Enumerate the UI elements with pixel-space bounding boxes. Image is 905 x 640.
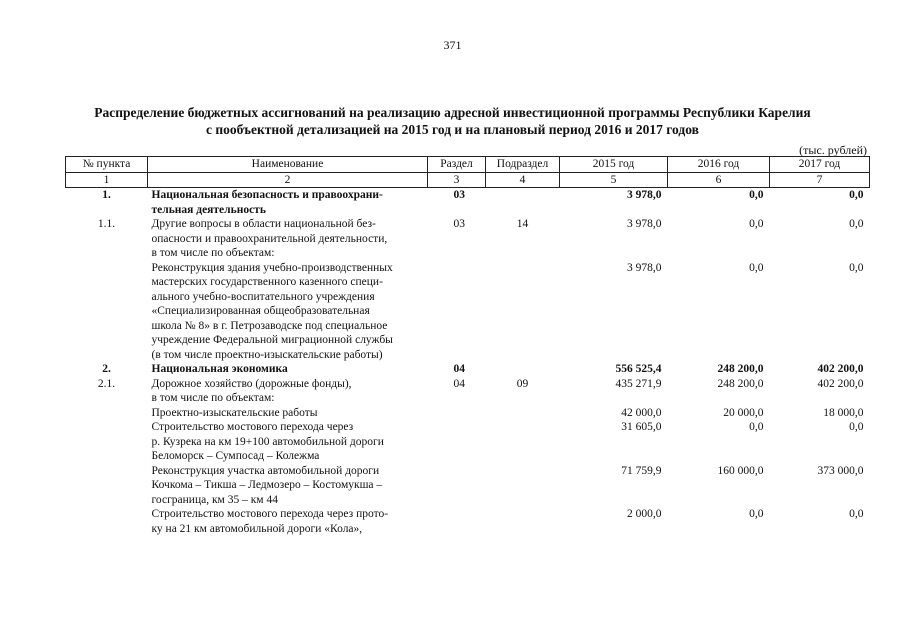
item-number-cell (66, 464, 148, 508)
title-line-2: с пообъектной детализацией на 2015 год и на плановый период 2016 и 2017 годов (206, 122, 699, 137)
item-name-cell: Дорожное хозяйство (дорожные фонды), в том числе по объектам: (151, 377, 352, 404)
subsection-cell (486, 188, 560, 218)
amount-2017-cell: 0,0 (849, 421, 864, 433)
section-cell: 04 (453, 363, 465, 375)
header-2016: 2016 год (668, 157, 770, 173)
amount-2015-cell: 2 000,0 (627, 508, 662, 520)
subsection-cell: 09 (516, 377, 529, 390)
section-cell (428, 406, 486, 421)
item-number-cell (66, 420, 148, 464)
amount-2015-cell: 31 605,0 (621, 421, 662, 433)
budget-table (65, 156, 870, 536)
header-section: Раздел (428, 157, 486, 173)
amount-2016-cell: 0,0 (749, 508, 764, 520)
header-2015: 2015 год (560, 157, 668, 173)
item-name-cell: Строительство мостового перехода через р. Кузрека на км 19+100 автомобильной дороги Беломорск – Сумпосад – Колежма (151, 421, 384, 462)
amount-2016-cell: 0,0 (749, 261, 764, 274)
amount-2016-cell: 0,0 (749, 421, 764, 433)
amount-2017-cell: 0,0 (849, 218, 864, 230)
header-col-number: 3 (428, 172, 486, 188)
table-row (66, 362, 870, 377)
item-number-cell: 2. (102, 363, 111, 375)
item-number-cell: 1.1. (97, 218, 116, 230)
amount-2015-cell: 556 525,4 (615, 363, 662, 375)
table-row (66, 420, 870, 464)
header-row (66, 157, 870, 173)
header-2017: 2017 год (770, 157, 870, 173)
subsection-cell (486, 420, 560, 464)
amount-2017-cell: 402 200,0 (817, 363, 864, 375)
title-line-1: Распределение бюджетных ассигнований на реализацию адресной инвестиционной программы Республики Карелия (94, 105, 811, 120)
subsection-cell (486, 507, 560, 536)
section-cell (428, 261, 486, 363)
header-subsection: Подраздел (486, 157, 560, 173)
header-col-number: 5 (560, 172, 668, 188)
item-name-cell: Реконструкция здания учебно-производственных мастерских государственного казенного специ- ального учебно-воспитательного учреждения «Специализированная общеобразовательная школа № 8» в г. Петрозаводске под специальное учреждение Федеральной миграционной службы (в том числе проектно-изыскательские работы) (151, 261, 393, 361)
section-cell (428, 464, 486, 508)
section-cell: 04 (453, 377, 465, 390)
table-row (66, 507, 870, 536)
document-title (0, 104, 905, 138)
amount-2015-cell: 42 000,0 (621, 406, 662, 419)
amount-2017-cell: 0,0 (849, 508, 864, 520)
amount-2017-cell: 402 200,0 (817, 377, 864, 390)
units-note: (тыс. рублей) (799, 143, 867, 157)
item-name-cell: Реконструкция участка автомобильной дороги Кочкома – Тикша – Ледмозеро – Костомукша – госграница, км 35 – км 44 (151, 464, 383, 506)
amount-2016-cell: 160 000,0 (717, 464, 764, 477)
header-name: Наименование (148, 157, 428, 173)
item-name-cell: Другие вопросы в области национальной без- опасности и правоохранительной деятельности, в том числе по объектам: (151, 218, 388, 259)
table-row (66, 217, 870, 261)
amount-2016-cell: 20 000,0 (723, 406, 764, 419)
item-number-cell (66, 406, 148, 421)
header-item-number: № пункта (66, 157, 148, 173)
header-col-number: 2 (148, 172, 428, 188)
section-cell (428, 420, 486, 464)
amount-2015-cell: 435 271,9 (615, 377, 662, 390)
amount-2017-cell: 373 000,0 (817, 464, 864, 477)
amount-2016-cell: 248 200,0 (717, 377, 764, 390)
item-number-cell: 2.1. (97, 377, 116, 390)
section-cell (428, 507, 486, 536)
item-number-cell: 1. (102, 189, 111, 201)
header-col-number: 6 (668, 172, 770, 188)
amount-2016-cell: 248 200,0 (717, 363, 764, 375)
header-col-number: 1 (66, 172, 148, 188)
amount-2015-cell: 3 978,0 (627, 261, 662, 274)
amount-2017-cell: 18 000,0 (823, 406, 864, 419)
header-col-number: 7 (770, 172, 870, 188)
table-row (66, 188, 870, 218)
table-row (66, 406, 870, 421)
table-row (66, 261, 870, 363)
item-name-cell: Национальная экономика (151, 363, 288, 375)
subsection-cell (486, 464, 560, 508)
table-row (66, 464, 870, 508)
amount-2017-cell: 0,0 (849, 189, 864, 201)
amount-2017-cell: 0,0 (849, 261, 864, 274)
item-name-cell: Проектно-изыскательские работы (151, 406, 318, 419)
subsection-cell (486, 362, 560, 377)
section-cell: 03 (453, 189, 465, 201)
amount-2016-cell: 0,0 (749, 189, 764, 201)
page-number: 371 (443, 38, 462, 52)
item-name-cell: Строительство мостового перехода через прото- ку на 21 км автомобильной дороги «Кола», (151, 508, 389, 535)
amount-2016-cell: 0,0 (749, 218, 764, 230)
section-cell: 03 (453, 218, 465, 230)
item-number-cell (66, 507, 148, 536)
amount-2015-cell: 3 978,0 (627, 189, 662, 201)
subsection-cell (486, 261, 560, 363)
item-name-cell: Национальная безопасность и правоохрани- тельная деятельность (151, 189, 383, 216)
subsection-cell: 14 (516, 218, 529, 230)
subsection-cell (486, 406, 560, 421)
table-row (66, 377, 870, 406)
header-col-number: 4 (486, 172, 560, 188)
amount-2015-cell: 3 978,0 (627, 218, 662, 230)
amount-2015-cell: 71 759,9 (621, 464, 662, 477)
item-number-cell (66, 261, 148, 363)
header-number-row (66, 172, 870, 188)
